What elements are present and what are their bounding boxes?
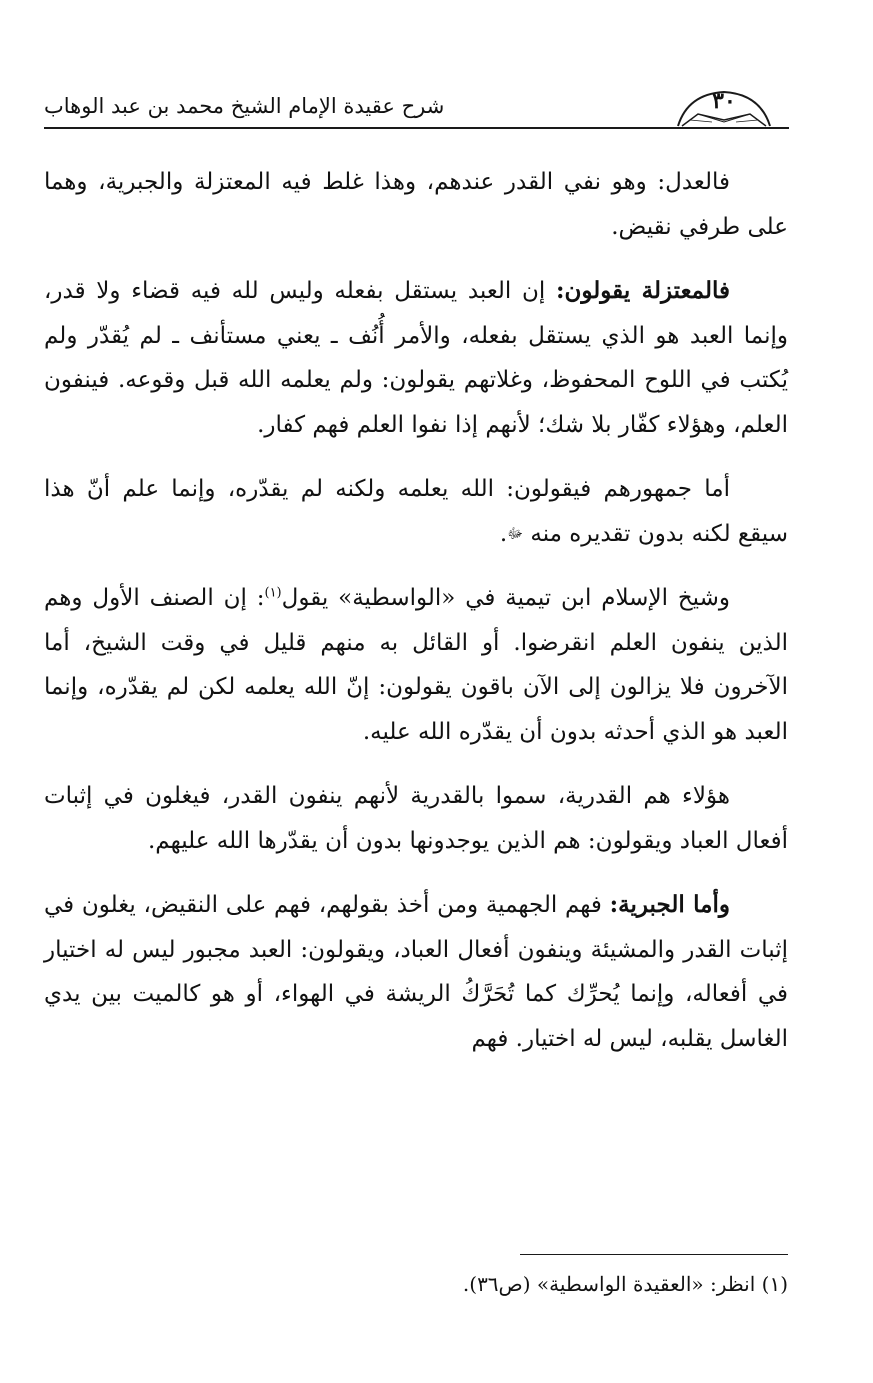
paragraph-4-text-before-note: وشيخ الإسلام ابن تيمية في «الواسطية» يقول (281, 585, 730, 611)
paragraph-1 (44, 160, 788, 249)
paragraph-5 (44, 774, 788, 863)
main-text (44, 160, 788, 1081)
paragraph-4-text: : إن الصنف الأول وهم الذين ينفون العلم انقرضوا. أو القائل به منهم قليل في وقت الشيخ، أما الآخرون فلا يزالون إلى الآن باقون يقولون: إنّ الله يعلمه لكن لم يقدّره، وإنما العبد هو الذي أحدثه بدون أن يقدّره الله عليه. (44, 585, 788, 745)
paragraph-1-text: فالعدل: وهو نفي القدر عندهم، وهذا غلط فيه المعتزلة والجبرية، وهما على طرفي نقيض. (44, 169, 788, 240)
paragraph-4 (44, 576, 788, 754)
paragraph-2-lead: فالمعتزلة يقولون: (556, 277, 730, 304)
paragraph-6 (44, 883, 788, 1061)
paragraph-2-text: إن العبد يستقل بفعله وليس لله فيه قضاء ولا قدر، وإنما العبد هو الذي يستقل بفعله، والأمر أُنُف ـ يعني مستأنف ـ لم يُقدّر ولم يُكتب في اللوح المحفوظ، وغلاتهم يقولون: ولم يعلمه الله قبل وقوعه. فينفون العلم، وهؤلاء كفّار بلا شك؛ لأنهم إذا نفوا العلم فهم كفار. (44, 278, 788, 438)
paragraph-3-tail: . (499, 520, 508, 547)
header-divider (44, 127, 789, 129)
footnote-reference[interactable]: (١) (264, 585, 282, 601)
paragraph-2 (44, 269, 788, 447)
running-title: شرح عقيدة الإمام الشيخ محمد بن عبد الوهاب (44, 94, 445, 118)
page-number: ٣٠ (712, 88, 736, 114)
paragraph-3 (44, 467, 788, 556)
footnote: (١) انظر: «العقيدة الواسطية» (ص٣٦). (462, 1272, 788, 1296)
page-number-ornament (668, 84, 780, 130)
paragraph-6-text: فهم الجهمية ومن أخذ بقولهم، فهم على النقيض، يغلون في إثبات القدر والمشيئة وينفون أفعال العباد، ويقولون: العبد مجبور ليس له اختيار في أفعاله، وإنما يُحرِّك كما تُحَرَّكُ الريشة في الهواء، أو هو كالميت بين يدي الغاسل يقلبه، ليس له اختيار. فهم (44, 892, 788, 1052)
paragraph-6-lead: وأما الجبرية: (609, 891, 730, 918)
paragraph-5-text: هؤلاء هم القدرية، سموا بالقدرية لأنهم ينفون القدر، فيغلون في إثبات أفعال العباد ويقولون: هم الذين يوجدونها بدون أن يقدّرها الله عليهم. (44, 783, 788, 854)
footnote-divider (520, 1254, 788, 1255)
honorific-glyph: ﷻ (507, 525, 524, 542)
paragraph-3-text: أما جمهورهم فيقولون: الله يعلمه ولكنه لم يقدّره، وإنما علم أنّ هذا سيقع لكنه بدون تقديره منه (44, 476, 788, 547)
